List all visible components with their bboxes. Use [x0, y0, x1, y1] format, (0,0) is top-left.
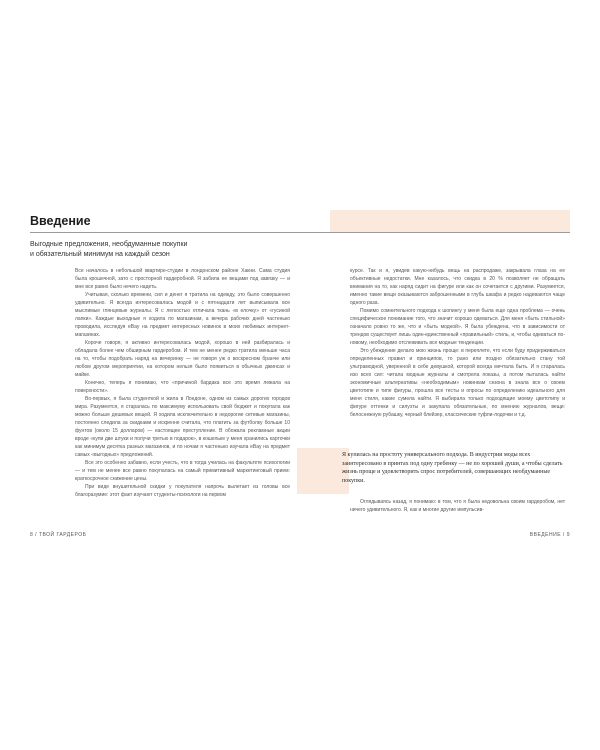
paragraph: Все это особенно забавно, если учесть, что в тогда училась на факультете психологии — и тем не менее все равно покупалась на самый примитивный маркетинговый прием: краткосрочное снижение цены.: [75, 460, 290, 482]
paragraph: Учитывая, сколько времени, сил и денег я тратила на одежду, это было совершенно удивительно. Я всегда интересовалась модой и с пятнадцати лет выписывала все мыслимые глянцевые журналы. Я с легкостью отличала ткань «в елочку» от «гусиной лапки». Каждые выходные я ходила по магазинам, а вечера рабочих дней частенько проводила, исследуя eBay на предмет интересных новинок в моих любимых интернет-магазинах.: [75, 292, 290, 338]
paragraph: Короче говоря, я активно интересовалась модой, хорошо в ней разбиралась и обладала более чем обширным гардеробом. И тем не менее редко тратила меньше часа на то, чтобы подобрать наряд на вечеринку — не говоря уж о воскресном бранче или любом другом мероприятии, на котором нельзя было появиться в обычных джинсах и майке.: [75, 340, 290, 378]
paragraph: Конечно, теперь я понимаю, что «причиной бардака все это время лежала на поверхности».: [75, 380, 290, 394]
chapter-subtitle: [30, 240, 280, 260]
right-column-bottom: [350, 498, 565, 514]
paragraph: Это убеждение делало мою жизнь проще: в переплете, что если буду придерживаться определенных правил и принципов, то рано или поздно обязательно стану той ультрамодной, уверенной в себе девушкой, которой всегда мечтала быть. И я старалась изо всех сил: читала модные журналы и смотрела показы, а потом пыталась найти экономичные альтернативы «необходимым» новинкам сезона в знала все о своем цветотипе и типе фигуры, прошла все тесты и опросы по определению идеального для меня стиля, какие сумела найти. Я выбирала только подходящие моему цветотипу и фигуре оттенки и силуэты и закупала обязательные, по мнению журналов, вещи: белоснежную рубашку, черный блейзер, классические туфли-лодочки и т.д.: [350, 348, 565, 418]
pullquote-text: Я купилась на простоту универсального подхода. В индустрии моды всех заинтересовано в принтах под одну гребенку — не по хорошей души, а чтобы сделать жизнь проще и удовлетворить спрос потребителей, совершающих необдуманные покупки.: [342, 452, 563, 484]
paragraph: Помимо сомнительного подхода к шопингу у меня была еще одна проблема — очень специфическое понимание того, что значит хорошо одеваться. Для меня «быть стильной» означало ровно то же, что и «быть модной». Я была убеждена, что в зависимости от трендов существует лишь один-единственный «правильный» стиль, и, чтобы одеваться по-новому, необходимо отслеживать все модные тенденции.: [350, 308, 565, 346]
subtitle-line-1: Выгодные предложения, необдуманные покупки: [30, 241, 188, 248]
left-column: [75, 267, 290, 499]
paragraph: При виде внушительной скидки у покупателя напрочь вылетает из головы все благоразумие: этот факт изучают студенты-психологи на первом: [75, 484, 290, 498]
footer-left-running-head: 8 / ТВОЙ ГАРДЕРОБ: [30, 532, 87, 538]
paragraph: Оглядываясь назад, я понимаю: в том, что я была недовольна своим гардеробом, нет ничего удивительного. Я, как и многие другие импульсив-: [350, 499, 565, 513]
paragraph: курсе. Так и я, увидев какую-нибудь вещь на распродаже, закрывала глаза на ее объективные недостатки. Мне казалось, что скидка в 20 % позволяет не обращать внимания на то, как наряд сидит на фигуре или как он сочетается с другими. Разумеется, именно такие вещи оказываются заброшенными в глубь шкафа и редко надеваются чаще одного раза.: [350, 268, 565, 306]
pullquote: [342, 451, 564, 485]
right-column-top: [350, 267, 565, 419]
heading-rule: [30, 210, 570, 233]
paragraph: Во-первых, я была студенткой и жила в Лондоне, одном из самых дорогих городов мира. Разумеется, я старалась по максимуму использовать свой бюджет и покупала как можно больше дешевых вещей. Я ходила исключительно в недорогие сетевые магазины, постоянно следила за скидками и искренне считала, что платить за футболку больше 10 фунтов (около 15 долларов) — настоящее преступление. В обожала рекламные акции вроде «купи две штуки и получи третью в подарок», в кошельке у меня хранились карточки как минимум десятка разных магазинов, и по ночам я частенько изучала eBay на предмет самых «выгодных» предложений.: [75, 396, 290, 458]
paragraph: Все началось в небольшой квартире-студии в лондонском районе Хакни. Сама студия была крошечной, зато с просторной гардеробной. Я забила ее вещами под завязку — и мне все равно было нечего надеть.: [75, 268, 290, 290]
subtitle-line-2: и обязательный минимум на каждый сезон: [30, 251, 170, 258]
footer-right-running-head: ВВЕДЕНИЕ / 9: [529, 532, 570, 538]
chapter-title: Введение: [30, 214, 91, 228]
